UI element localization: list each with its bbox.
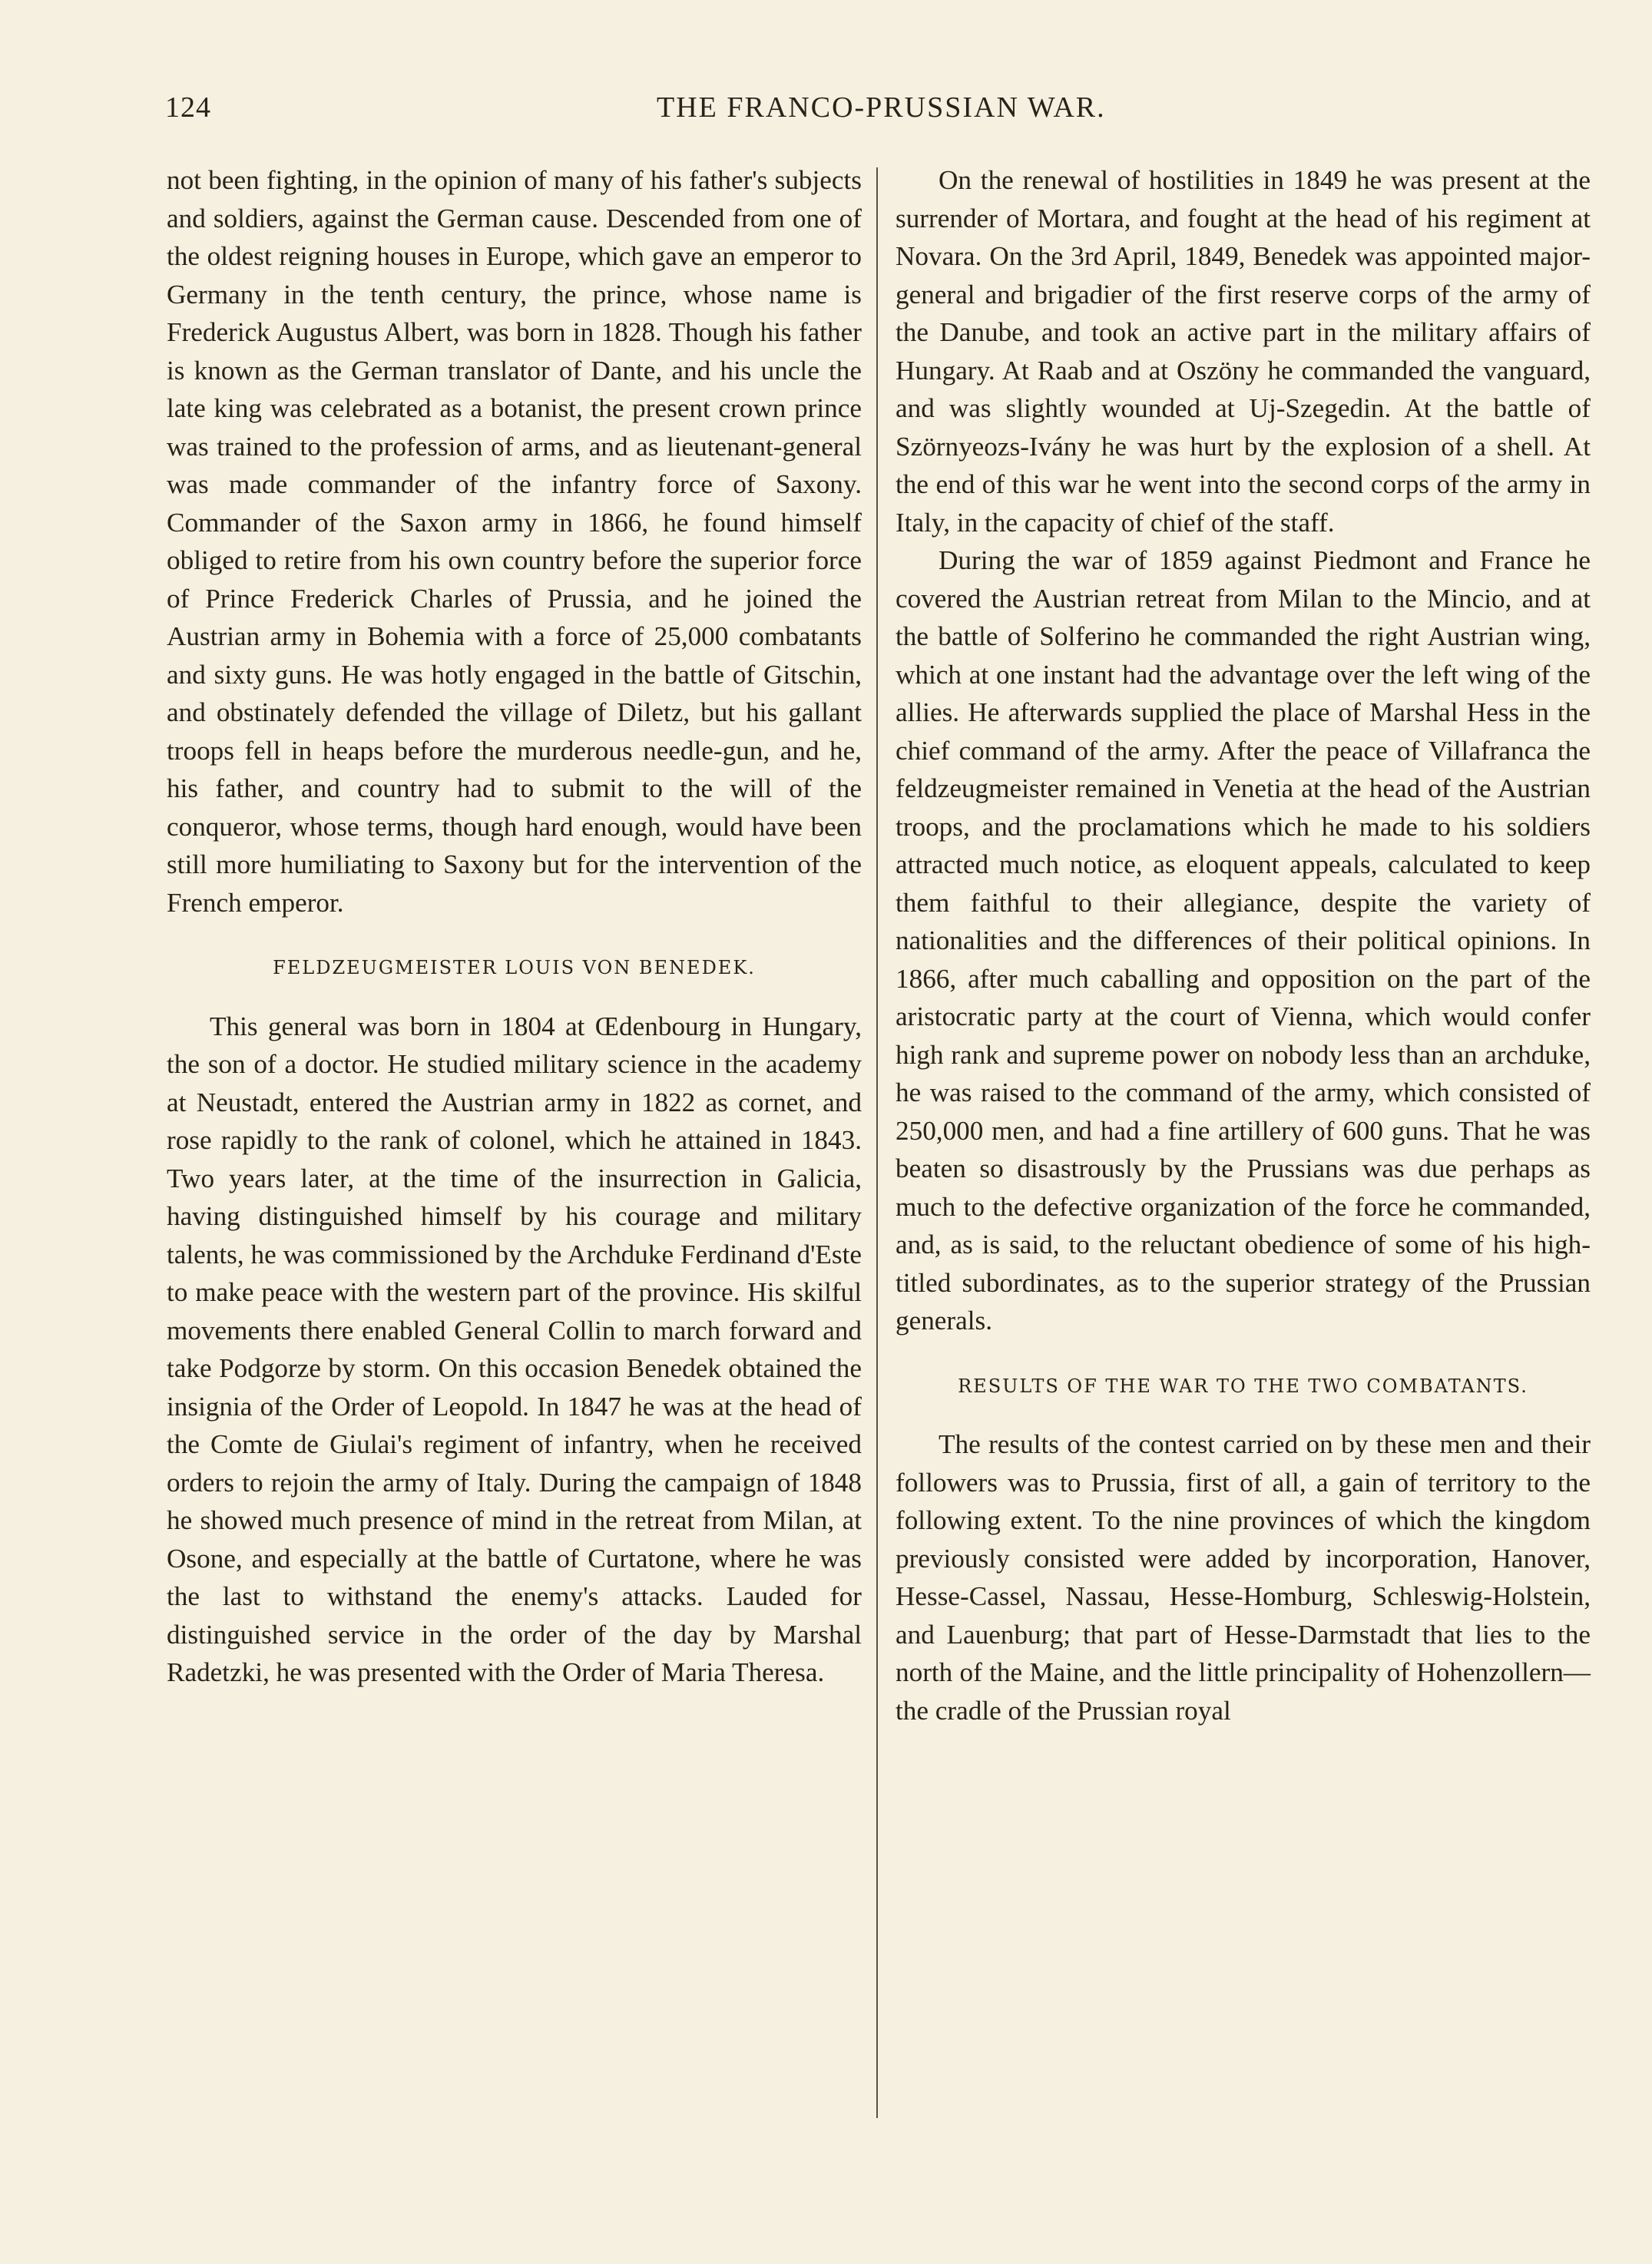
right-paragraph-1: On the renewal of hostilities in 1849 he was present at the surrender of Mortara, and fought at the head of his regiment at Novara. On the 3rd April, 1849, Benedek was appointed major-general and brigadier of the first reserve corps of the army of the Danube, and took an active part in the military affairs of Hungary. At Raab and at Oszöny he commanded the vanguard, and was slightly wounded at Uj-Szegedin. At the battle of Szörnyeozs-Ivány he was hurt by the explosion of a shell. At the end of this war he went into the second corps of the army in Italy, in the capacity of chief of the staff. [896, 165, 1591, 538]
left-column [167, 161, 862, 1692]
right-column [896, 161, 1591, 1729]
section-heading-results: RESULTS OF THE WAR TO THE TWO COMBATANTS. [958, 1375, 1528, 1397]
running-title: THE FRANCO-PRUSSIAN WAR. [657, 91, 1106, 124]
page-number: 124 [165, 91, 211, 124]
left-paragraph-2: This general was born in 1804 at Œdenbourg in Hungary, the son of a doctor. He studied military science in the academy at Neustadt, entered the Austrian army in 1822 as cornet, and rose rapidly to the rank of colonel, which he attained in 1843. Two years later, at the time of the insurrection in Galicia, having distinguished himself by his courage and military talents, he was commissioned by the Archduke Ferdinand d'Este to make peace with the western part of the province. His skilful movements there enabled General Collin to march forward and take Podgorze by storm. On this occasion Benedek obtained the insignia of the Order of Leopold. In 1847 he was at the head of the Comte de Giulai's regiment of infantry, when he received orders to rejoin the army of Italy. During the campaign of 1848 he showed much presence of mind in the retreat from Milan, at Osone, and especially at the battle of Curtatone, where he was the last to withstand the enemy's attacks. Lauded for distinguished service in the order of the day by Marshal Radetzki, he was presented with the Order of Maria Theresa. [167, 1011, 862, 1687]
right-paragraph-2: During the war of 1859 against Piedmont and France he covered the Austrian retreat from Milan to the Mincio, and at the battle of Solferino he commanded the right Austrian wing, which at one instant had the advantage over the left wing of the allies. He afterwards supplied the place of Marshal Hess in the chief command of the army. After the peace of Villafranca the feldzeugmeister remained in Venetia at the head of the Austrian troops, and the proclamations which he made to his soldiers attracted much notice, as eloquent appeals, calculated to keep them faithful to their allegiance, despite the variety of nationalities and the differences of their political opinions. In 1866, after much caballing and opposition on the part of the aristocratic party at the court of Vienna, which would confer high rank and supreme power on nobody less than an archduke, he was raised to the command of the army, which consisted of 250,000 men, and had a fine artillery of 600 guns. That he was beaten so disastrously by the Prussians was due perhaps as much to the defective organization of the force he commanded, and, as is said, to the reluctant obedience of some of his high-titled subordinates, as to the superior strategy of the Prussian generals. [896, 545, 1591, 1336]
column-divider [876, 167, 878, 2118]
running-header [165, 91, 1583, 137]
right-paragraph-3: The results of the contest carried on by these men and their followers was to Prussia, first of all, a gain of territory to the following extent. To the nine provinces of which the kingdom previously consisted were added by incorporation, Hanover, Hesse-Cassel, Nassau, Hesse-Homburg, Schleswig-Holstein, and Lauenburg; that part of Hesse-Darmstadt that lies to the north of the Maine, and the little principality of Hohenzollern—the cradle of the Prussian royal [896, 1429, 1591, 1726]
section-heading-benedek: FELDZEUGMEISTER LOUIS VON BENEDEK. [273, 957, 756, 978]
left-paragraph-1: not been fighting, in the opinion of many of his father's subjects and soldiers, against the German cause. Descended from one of the oldest reigning houses in Europe, which gave an emperor to Germany in the tenth century, the prince, whose name is Frederick Augustus Albert, was born in 1828. Though his father is known as the German translator of Dante, and his uncle the late king was celebrated as a botanist, the present crown prince was trained to the profession of arms, and as lieutenant-general was made commander of the infantry force of Saxony. Commander of the Saxon army in 1866, he found himself obliged to retire from his own country before the superior force of Prince Frederick Charles of Prussia, and he joined the Austrian army in Bohemia with a force of 25,000 combatants and sixty guns. He was hotly engaged in the battle of Gitschin, and obstinately defended the village of Diletz, but his gallant troops fell in heaps before the murderous needle-gun, and he, his father, and country had to submit to the will of the conqueror, whose terms, though hard enough, would have been still more humiliating to Saxony but for the intervention of the French emperor. [167, 165, 862, 918]
